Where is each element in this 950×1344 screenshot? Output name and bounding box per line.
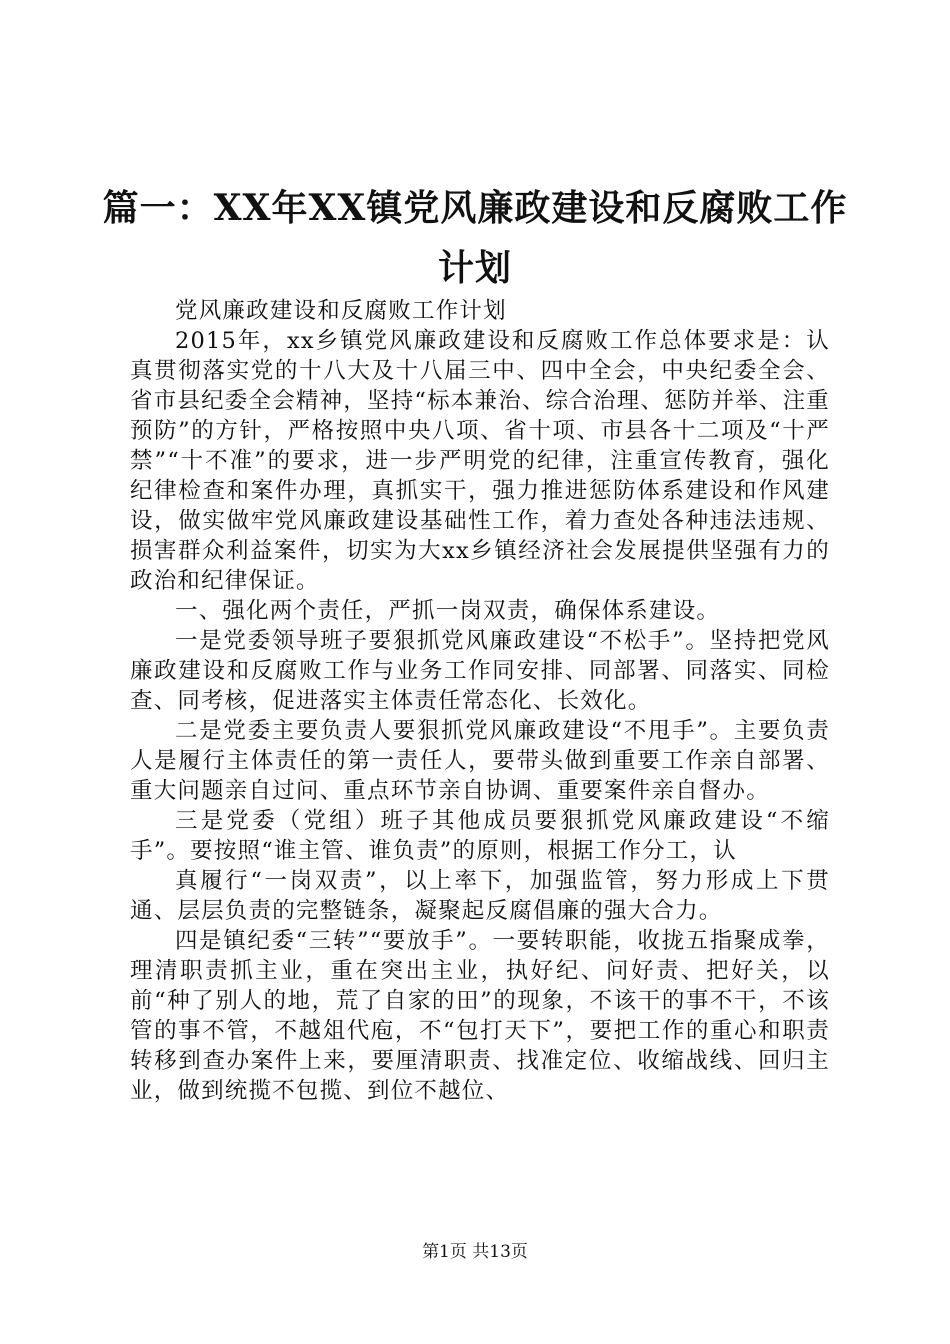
document-body (130, 296, 830, 1106)
paragraph-point-three-cont: 真履行“一岗双责”，以上率下，加强监管，努力形成上下贯通、层层负责的完整链条，凝聚起反腐倡廉的强大合力。 (130, 868, 830, 924)
paragraph-overview: 2015年，xx乡镇党风廉政建设和反腐败工作总体要求是：认真贯彻落实党的十八大及十八届三中、四中全会，中央纪委全会、省市县纪委全会精神，坚持“标本兼治、综合治理、惩防并举、注重预防”的方针，严格按照中央八项、省十项、市县各十二项及“十严禁”“十不准”的要求，进一步严明党的纪律，注重宣传教育，强化纪律检查和案件办理，真抓实干，强力推进惩防体系建设和作风建设，做实做牢党风廉政建设基础性工作，着力查处各种违法违规、损害群众利益案件，切实为大xx乡镇经济社会发展提供坚强有力的政治和纪律保证。 (130, 328, 831, 594)
document-title: 篇一：XX年XX镇党风廉政建设和反腐败工作计划 (102, 187, 848, 289)
paragraph-section-heading: 一、强化两个责任，严抓一岗双责，确保体系建设。 (175, 598, 721, 624)
paragraph-point-three: 三是党委（党组）班子其他成员要狠抓党风廉政建设“不缩手”。要按照“谁主管、谁负责”的原则，根据工作分工，认 (130, 808, 830, 864)
paragraph-subtitle: 党风廉政建设和反腐败工作计划 (175, 298, 507, 324)
paragraph-point-two: 二是党委主要负责人要狠抓党风廉政建设“不甩手”。主要负责人是履行主体责任的第一责任人，要带头做到重要工作亲自部署、重大问题亲自过问、重点环节亲自协调、重要案件亲自督办。 (130, 718, 830, 804)
paragraph-point-one: 一是党委领导班子要狠抓党风廉政建设“不松手”。坚持把党风廉政建设和反腐败工作与业务工作同安排、同部署、同落实、同检查、同考核，促进落实主体责任常态化、长效化。 (130, 628, 830, 714)
page-footer: 第1页 共13页 (422, 1242, 528, 1262)
paragraph-point-four: 四是镇纪委“三转”“要放手”。一要转职能，收拢五指聚成拳，理清职责抓主业，重在突出主业，执好纪、问好责、把好关，以前“种了别人的地，荒了自家的田”的现象，不该干的事不干，不该管的事不管，不越俎代庖，不“包打天下”，要把工作的重心和职责转移到查办案件上来，要厘清职责、找准定位、收缩战线、回归主业，做到统揽不包揽、到位不越位、 (130, 928, 830, 1104)
